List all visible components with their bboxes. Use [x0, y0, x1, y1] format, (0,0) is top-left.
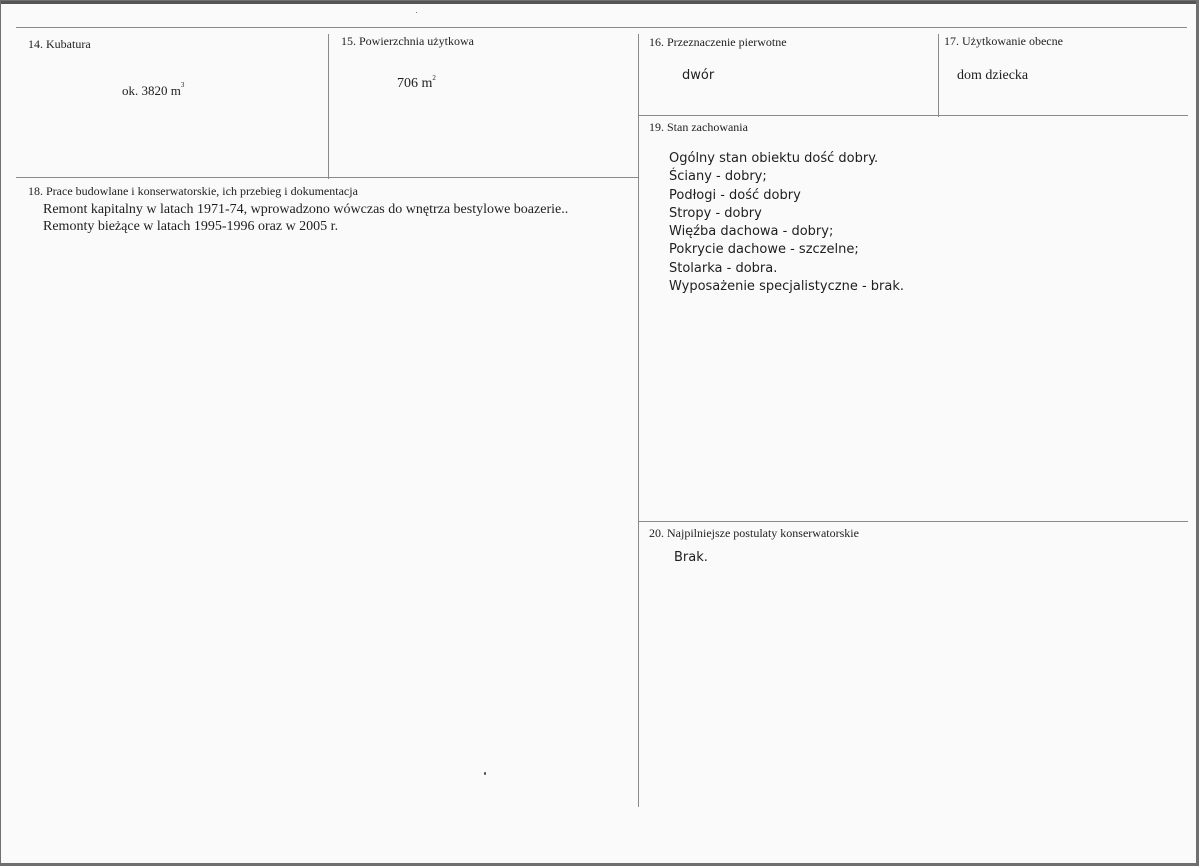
rule-above-20 — [638, 521, 1188, 522]
field-17-label: 17. Użytkowanie obecne — [944, 34, 1063, 48]
field-17-value: dom dziecka — [957, 68, 1029, 83]
field-15-label: 15. Powierzchnia użytkowa — [341, 34, 474, 48]
field-18-label: 18. Prace budowlane i konserwatorskie, ich przebieg i dokumentacja — [28, 184, 358, 198]
field-19-line-6: Pokrycie dachowe - szczelne; — [669, 242, 859, 258]
field-19-line-2: Ściany - dobry; — [669, 169, 767, 185]
divider-16-17 — [938, 34, 939, 117]
field-16-value: dwór — [682, 68, 715, 83]
field-20-value: Brak. — [674, 550, 708, 565]
field-14-value-text: ok. 3820 m — [122, 83, 181, 98]
divider-main — [638, 34, 639, 807]
field-19-line-5: Więźba dachowa - dobry; — [669, 224, 834, 240]
field-19-line-4: Stropy - dobry — [669, 205, 762, 221]
scan-speck — [484, 772, 486, 775]
field-15-value-sup: 2 — [432, 74, 436, 82]
rule-under-14-15 — [16, 177, 638, 178]
record-card — [1, 1, 1196, 863]
field-18-line-1: Remont kapitalny w latach 1971-74, wprowadzono wówczas do wnętrza bestylowe boazerie.. — [43, 202, 569, 217]
scan-speck — [416, 12, 417, 13]
field-19-label: 19. Stan zachowania — [649, 120, 748, 134]
field-15-value — [397, 76, 436, 92]
field-19-line-1: Ogólny stan obiektu dość dobry. — [669, 151, 879, 166]
field-19-line-7: Stolarka - dobra. — [669, 260, 778, 276]
field-19-text — [669, 150, 904, 296]
field-20-label: 20. Najpilniejsze postulaty konserwatorskie — [649, 526, 859, 540]
field-19-line-3: Podłogi - dość dobry — [669, 187, 801, 203]
field-16-label: 16. Przeznaczenie pierwotne — [649, 35, 787, 49]
field-14-value — [122, 83, 184, 99]
field-14-label: 14. Kubatura — [28, 37, 91, 51]
field-18-text — [43, 201, 568, 235]
field-15-value-text: 706 m — [397, 76, 433, 91]
field-18-line-2: Remonty bieżące w latach 1995-1996 oraz w 2005 r. — [43, 219, 339, 234]
divider-14-15 — [328, 34, 329, 179]
field-19-line-8: Wyposażenie specjalistyczne - brak. — [669, 279, 904, 295]
rule-under-16-17 — [638, 115, 1188, 116]
top-rule — [16, 27, 1187, 28]
field-14-value-sup: 3 — [180, 81, 185, 89]
